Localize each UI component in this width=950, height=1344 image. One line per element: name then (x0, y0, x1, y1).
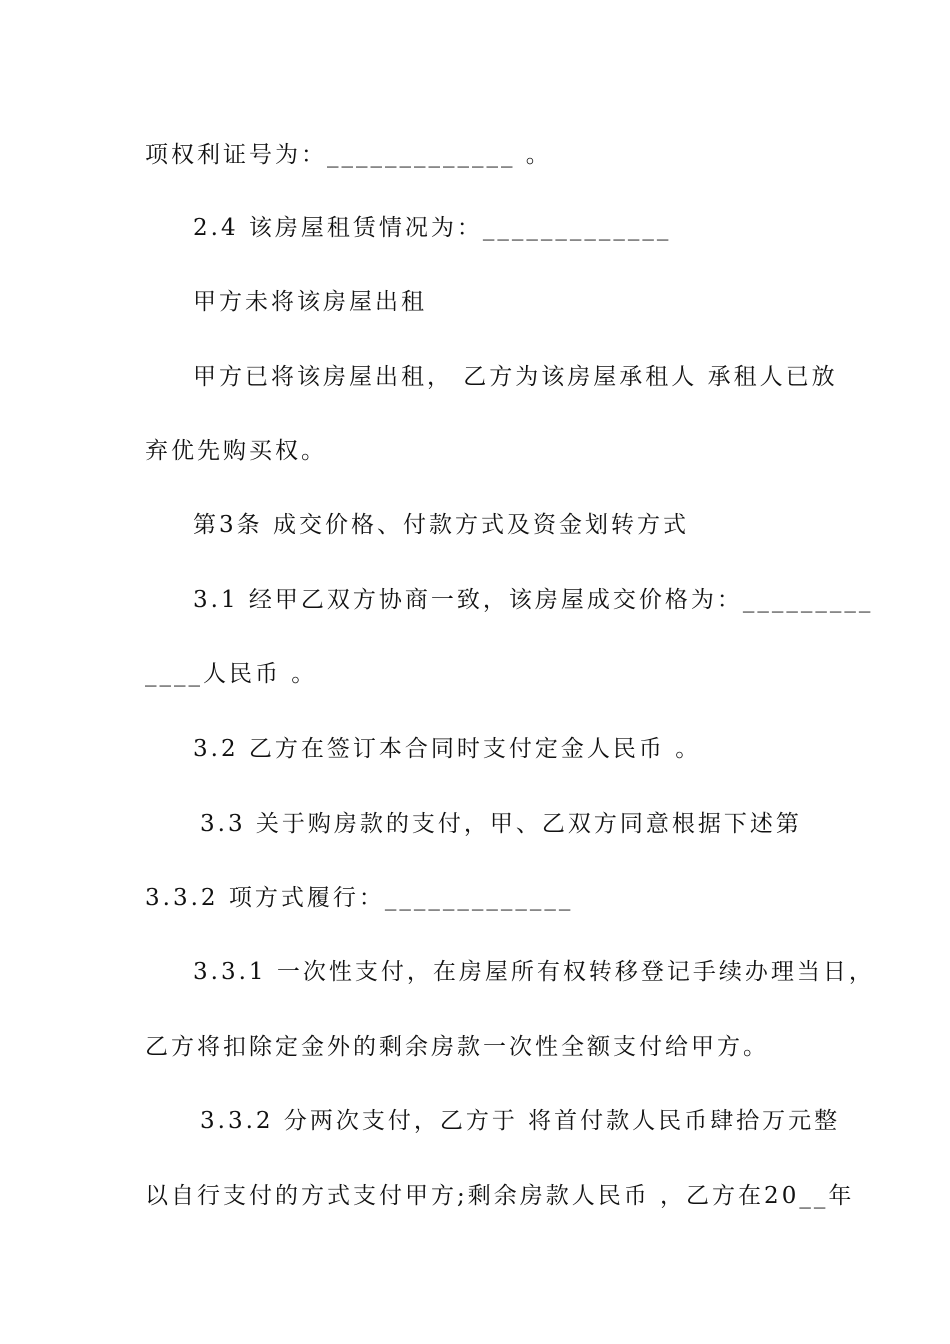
text-line: 3.3.2 分两次支付，乙方于 将首付款人民币肆拾万元整 (200, 1108, 841, 1134)
text-line: ____人民币 。 (145, 661, 318, 687)
text-line: 甲方未将该房屋出租 (193, 289, 427, 315)
text-line: 3.1 经甲乙双方协商一致，该房屋成交价格为：_________ (193, 587, 874, 613)
text-line: 3.3 关于购房款的支付，甲、乙双方同意根据下述第 (200, 811, 802, 837)
text-line: 2.4 该房屋租赁情况为：_____________ (193, 215, 672, 241)
text-line: 弃优先购买权。 (145, 438, 327, 464)
text-line: 3.2 乙方在签订本合同时支付定金人民币 。 (193, 736, 702, 762)
text-line: 以自行支付的方式支付甲方;剩余房款人民币 ，乙方在20__年 (145, 1183, 855, 1209)
text-line: 3.3.2 项方式履行：_____________ (145, 885, 574, 911)
text-line: 甲方已将该房屋出租， 乙方为该房屋承租人 承租人已放 (193, 364, 838, 390)
section-heading: 第3条 成交价格、付款方式及资金划转方式 (193, 512, 689, 538)
text-line: 项权利证号为：_____________ 。 (145, 142, 552, 168)
text-line: 3.3.1 一次性支付，在房屋所有权转移登记手续办理当日， (193, 959, 875, 985)
text-line: 乙方将扣除定金外的剩余房款一次性全额支付给甲方。 (145, 1034, 769, 1060)
